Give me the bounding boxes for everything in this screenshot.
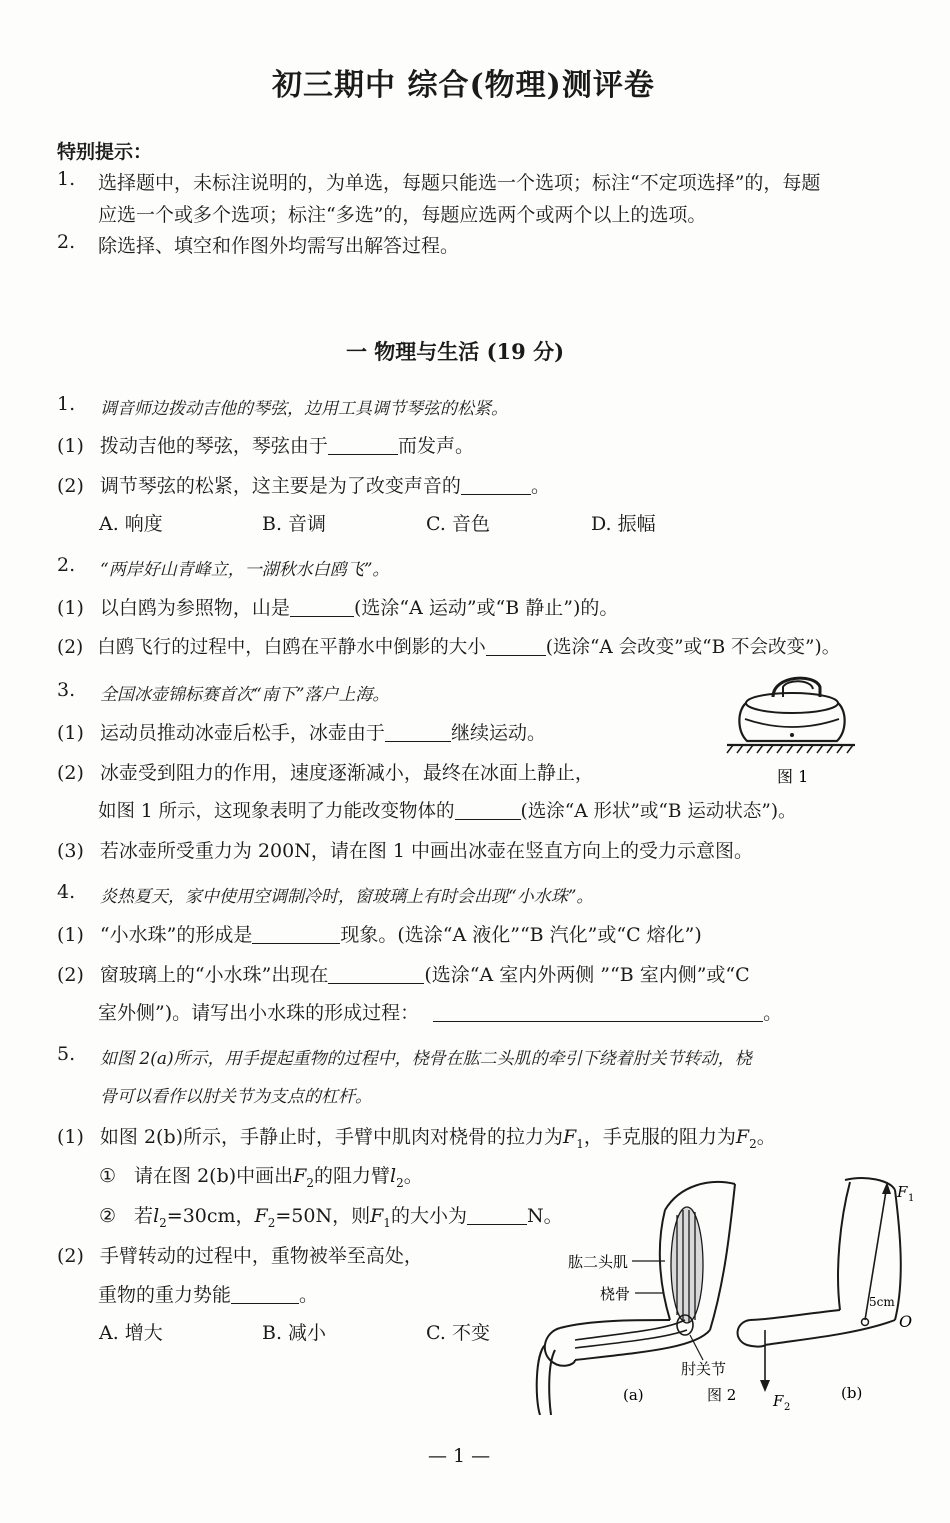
q5-p2-text-c: 。	[299, 1284, 319, 1306]
q3-part2-line1	[57, 758, 594, 785]
section-1-title: 一 物理与生活 (19 分)	[346, 339, 565, 364]
q2-stem: “两岸好山青峰立，一湖秋水白鸥飞”。	[100, 560, 390, 580]
figure-2b-arm	[738, 1178, 901, 1347]
hand	[545, 1328, 575, 1366]
q1-p1-number: (1)	[57, 435, 84, 457]
biceps-muscle	[671, 1207, 703, 1323]
q5-s1-text-b: 的阻力臂	[314, 1165, 391, 1187]
q3-p1-blank[interactable]	[385, 723, 451, 742]
q5-s2-text-d: 的大小为	[390, 1205, 467, 1227]
figure-1-caption: 图 1	[777, 767, 809, 786]
q5-part2-line1	[57, 1241, 423, 1268]
q5-option-b[interactable]: B. 减小	[262, 1322, 327, 1344]
q5-p2-blank[interactable]	[231, 1285, 299, 1304]
q1-p1-blank[interactable]	[328, 436, 398, 455]
page-title: 初三期中 综合(物理)测评卷	[272, 68, 655, 103]
q3-p2-text-d: (选涂“A 形状”或“B 运动状态”)。	[520, 801, 797, 822]
forearm-b-bottom	[765, 1320, 895, 1345]
q3-p1-number: (1)	[57, 722, 84, 744]
q5-s1-text-a: 请在图 2(b)中画出	[134, 1165, 294, 1187]
q5-option-a[interactable]: A. 增大	[99, 1322, 163, 1344]
q3-p2-text-a: 冰壶受到阻力的作用，速度逐渐减小，最终在冰面上静止，	[99, 762, 594, 784]
q5-s2-text-e: N。	[526, 1205, 563, 1227]
label-elbow: 肘关节	[681, 1360, 727, 1378]
q3-p2-number: (2)	[57, 762, 84, 784]
q1-option-b[interactable]: B. 音调	[262, 513, 327, 535]
figure-2a-caption: (a)	[623, 1386, 644, 1404]
q2-p2-text-b: (选涂“A 会改变”或“B 不会改变”)。	[545, 637, 841, 658]
q1-p1-text-b: 而发声。	[397, 435, 474, 457]
label-f1: F	[897, 1183, 908, 1201]
figure-2-caption: 图 2	[707, 1386, 737, 1404]
q5-s2-mark: ②	[99, 1205, 117, 1227]
q5-s1-text-c: 。	[403, 1165, 423, 1187]
q3-p2-text-c: 如图 1 所示，这现象表明了力能改变物体的	[98, 801, 455, 822]
q3-stem: 全国冰壶锦标赛首次“南下”落户上海。	[100, 685, 390, 705]
q3-part2-line2	[98, 797, 797, 823]
q5-s1-f2: F	[293, 1165, 307, 1187]
upper-arm-b-back	[895, 1190, 901, 1320]
q5-stem-line2: 骨可以看作以肘关节为支点的杠杆。	[100, 1087, 372, 1107]
q5-sub1	[99, 1161, 423, 1190]
figure-2b-caption: (b)	[841, 1384, 863, 1402]
q5-p1-text-a: 如图 2(b)所示，手静止时，手臂中肌肉对桡骨的拉力为	[99, 1126, 564, 1148]
q5-s2-l2-sub: 2	[159, 1215, 167, 1230]
page-number: — 1 —	[428, 1445, 491, 1467]
q5-part2-line2	[98, 1280, 318, 1307]
stone-band	[745, 719, 839, 727]
upper-arm-front	[660, 1210, 670, 1320]
q5-p1-f1-sub: 1	[576, 1136, 584, 1151]
q5-s2-f1: F	[370, 1205, 384, 1227]
q5-s2-blank[interactable]	[467, 1206, 527, 1225]
q5-option-c[interactable]: C. 不变	[426, 1322, 490, 1344]
q3-p1-text-b: 继续运动。	[450, 722, 546, 744]
label-biceps: 肱二头肌	[568, 1253, 629, 1271]
q1-number: 1.	[57, 393, 76, 415]
q5-sub2	[99, 1201, 563, 1230]
q2-p1-text-a: 以白鸥为参照物，山是	[99, 597, 290, 619]
q1-option-c[interactable]: C. 音色	[426, 513, 490, 535]
q4-p1-number: (1)	[57, 924, 84, 946]
q1-p2-text-a: 调节琴弦的松紧，这主要是为了改变声音的	[99, 475, 461, 497]
q2-p1-number: (1)	[57, 597, 84, 619]
q5-p1-f2: F	[735, 1126, 750, 1148]
figure-1-curling-stone	[725, 667, 860, 792]
label-f2-sub: 2	[784, 1402, 791, 1413]
q1-part1	[57, 431, 474, 458]
q5-s2-l2: l	[153, 1205, 160, 1227]
q4-number: 4.	[57, 881, 76, 903]
q4-p2-text-c: 室外侧”)。请写出小水珠的形成过程：	[98, 1002, 420, 1024]
q3-p3-number: (3)	[57, 840, 84, 862]
tip-2-number: 2.	[57, 231, 76, 253]
q2-part1	[57, 593, 618, 620]
q1-p2-blank[interactable]	[461, 476, 531, 495]
q5-p1-f2-sub: 2	[749, 1136, 757, 1151]
label-o: O	[899, 1312, 913, 1331]
q5-stem-line1: 如图 2(a)所示，用手提起重物的过程中，桡骨在肱二头肌的牵引下绕着肘关节转动，桡	[100, 1049, 752, 1069]
tip-1-line1: 选择题中，未标注说明的，为单选，每题只能选一个选项；标注“不定项选择”的，每题	[98, 172, 821, 194]
q5-s1-mark: ①	[99, 1165, 117, 1187]
q5-part1	[57, 1122, 776, 1151]
upper-arm-b-front	[838, 1182, 850, 1310]
shoulder-outline	[665, 1182, 735, 1210]
figure-2-arm-diagram	[535, 1170, 935, 1415]
q1-option-a[interactable]: A. 响度	[99, 513, 163, 535]
q2-part2	[57, 633, 840, 659]
q5-s1-f2-sub: 2	[306, 1175, 314, 1190]
q4-p1-blank[interactable]	[252, 925, 340, 944]
q5-p2-text-b: 重物的重力势能	[98, 1284, 232, 1306]
q5-p1-text-c: 。	[756, 1126, 776, 1148]
q1-stem: 调音师边拨动吉他的琴弦，边用工具调节琴弦的松紧。	[100, 399, 508, 419]
q4-p2-text-d: 。	[763, 1002, 783, 1024]
q4-p2-text-b: (选涂“A 室内外两侧 ”“B 室内侧”或“C	[424, 964, 750, 986]
q5-p2-number: (2)	[57, 1245, 84, 1267]
q4-p1-text-b: 现象。(选涂“A 液化”“B 汽化”或“C 熔化”)	[340, 924, 702, 946]
forearm-top	[560, 1320, 670, 1328]
q4-p2-blank[interactable]	[328, 965, 424, 984]
label-radius: 桡骨	[600, 1285, 631, 1303]
arrow-f2-head	[760, 1380, 770, 1392]
tip-2-line1: 除选择、填空和作图外均需写出解答过程。	[98, 235, 460, 257]
q2-p1-text-b: (选涂“A 运动”或“B 静止”)的。	[353, 597, 619, 619]
q5-s2-text-b: =30cm，	[166, 1205, 255, 1227]
q5-p1-f1: F	[563, 1126, 577, 1148]
q1-option-d[interactable]: D. 振幅	[591, 513, 656, 535]
q3-part1	[57, 718, 546, 745]
q2-p2-number: (2)	[57, 637, 84, 658]
q4-p2-process-blank[interactable]	[433, 1003, 763, 1022]
stone-center-dot	[790, 733, 794, 737]
q1-p1-text-a: 拨动吉他的琴弦，琴弦由于	[99, 435, 328, 457]
q5-s2-text-a: 若	[134, 1205, 154, 1227]
q5-p1-number: (1)	[57, 1126, 84, 1148]
label-f1-sub: 1	[908, 1193, 915, 1204]
q2-p2-blank[interactable]	[486, 637, 546, 656]
q3-p3-text-a: 若冰壶所受重力为 200N，请在图 1 中画出冰壶在竖直方向上的受力示意图。	[99, 840, 754, 862]
q5-s2-f2: F	[254, 1205, 268, 1227]
label-f2: F	[773, 1392, 784, 1410]
q5-s1-l2-sub: 2	[396, 1175, 404, 1190]
stone-top	[746, 693, 838, 713]
q4-part2-line2	[98, 998, 782, 1025]
q5-p2-text-a: 手臂转动的过程中，重物被举至高处，	[99, 1245, 423, 1267]
q5-s2-f1-sub: 1	[383, 1215, 391, 1230]
q5-s2-text-c: =50N，则	[275, 1205, 371, 1227]
tip-1-line2: 应选一个或多个选项；标注“多选”的，每题应选两个或两个以上的选项。	[98, 204, 707, 226]
q4-stem: 炎热夏天，家中使用空调制冷时，窗玻璃上有时会出现“小水珠”。	[100, 887, 594, 907]
q5-s2-f2-sub: 2	[267, 1215, 276, 1230]
q3-part3	[57, 836, 753, 863]
q5-number: 5.	[57, 1043, 76, 1065]
q4-p1-text-a: “小水珠”的形成是	[99, 924, 253, 946]
ice-hatching	[727, 745, 853, 753]
tip-1-number: 1.	[57, 168, 76, 190]
q2-number: 2.	[57, 554, 76, 576]
q1-p2-text-b: 。	[530, 475, 550, 497]
q2-p2-text-a: 白鸥飞行的过程中，白鸥在平静水中倒影的大小	[97, 637, 486, 658]
q4-part2-line1	[57, 960, 750, 987]
q3-p2-blank[interactable]	[455, 801, 521, 820]
q3-number: 3.	[57, 679, 76, 701]
q3-p1-text-a: 运动员推动冰壶后松手，冰壶由于	[99, 722, 385, 744]
q2-p1-blank[interactable]	[290, 598, 354, 617]
q4-p2-text-a: 窗玻璃上的“小水珠”出现在	[99, 964, 329, 986]
q5-s1-l2: l	[390, 1165, 397, 1187]
hand-b	[738, 1320, 765, 1347]
label-5cm: 5cm	[869, 1295, 895, 1309]
forearm-b-top	[750, 1310, 840, 1320]
weight-rope	[537, 1345, 545, 1415]
q1-part2	[57, 471, 550, 498]
q5-p1-text-b: ，手克服的阻力为	[583, 1126, 736, 1148]
upper-arm-back	[710, 1184, 735, 1330]
q1-p2-number: (2)	[57, 475, 84, 497]
radius-bone	[575, 1320, 687, 1348]
tips-heading: 特别提示：	[57, 141, 153, 163]
q4-part1	[57, 920, 702, 947]
q4-p2-number: (2)	[57, 964, 84, 986]
figure-2a-arm	[537, 1182, 735, 1415]
